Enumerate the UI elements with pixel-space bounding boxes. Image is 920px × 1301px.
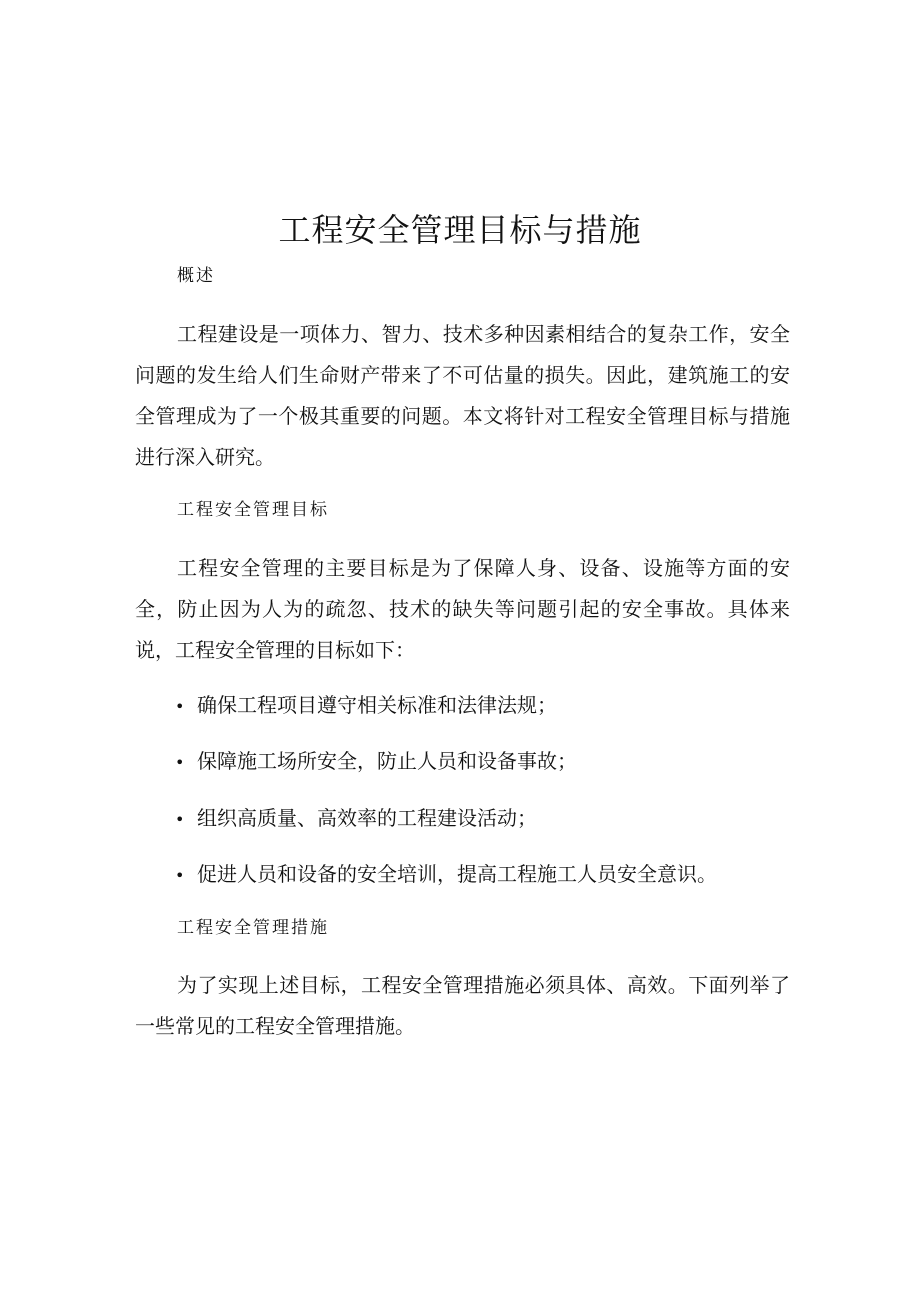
document-title: 工程安全管理目标与措施 [278,211,642,249]
goals-paragraph: 工程安全管理的主要目标是为了保障人身、设备、设施等方面的安全，防止因为人为的疏忽、技术的缺失等问题引起的安全事故。具体来说，工程安全管理的目标如下： [135,556,790,662]
list-item [175,859,775,891]
list-item [175,746,775,778]
list-item-text: 促进人员和设备的安全培训，提高工程施工人员安全意识。 [197,862,717,886]
list-item [175,690,775,722]
measures-paragraph: 为了实现上述目标，工程安全管理措施必须具体、高效。下面列举了一些常见的工程安全管理措施。 [135,973,790,1038]
list-item [175,803,775,835]
list-item-text: 保障施工场所安全，防止人员和设备事故； [197,749,577,773]
section-heading-goals: 工程安全管理目标 [177,500,329,520]
section-heading-measures: 工程安全管理措施 [177,918,329,938]
bullet-icon: • [175,810,185,829]
section-heading-overview: 概述 [177,266,215,286]
overview-paragraph: 工程建设是一项体力、智力、技术多种因素相结合的复杂工作，安全问题的发生给人们生命财产带来了不可估量的损失。因此，建筑施工的安全管理成为了一个极其重要的问题。本文将针对工程安全管理目标与措施进行深入研究。 [135,322,790,469]
bullet-icon: • [175,753,185,772]
list-item-text: 确保工程项目遵守相关标准和法律法规； [197,693,557,717]
bullet-icon: • [175,866,185,885]
list-item-text: 组织高质量、高效率的工程建设活动； [197,806,537,830]
bullet-icon: • [175,697,185,716]
